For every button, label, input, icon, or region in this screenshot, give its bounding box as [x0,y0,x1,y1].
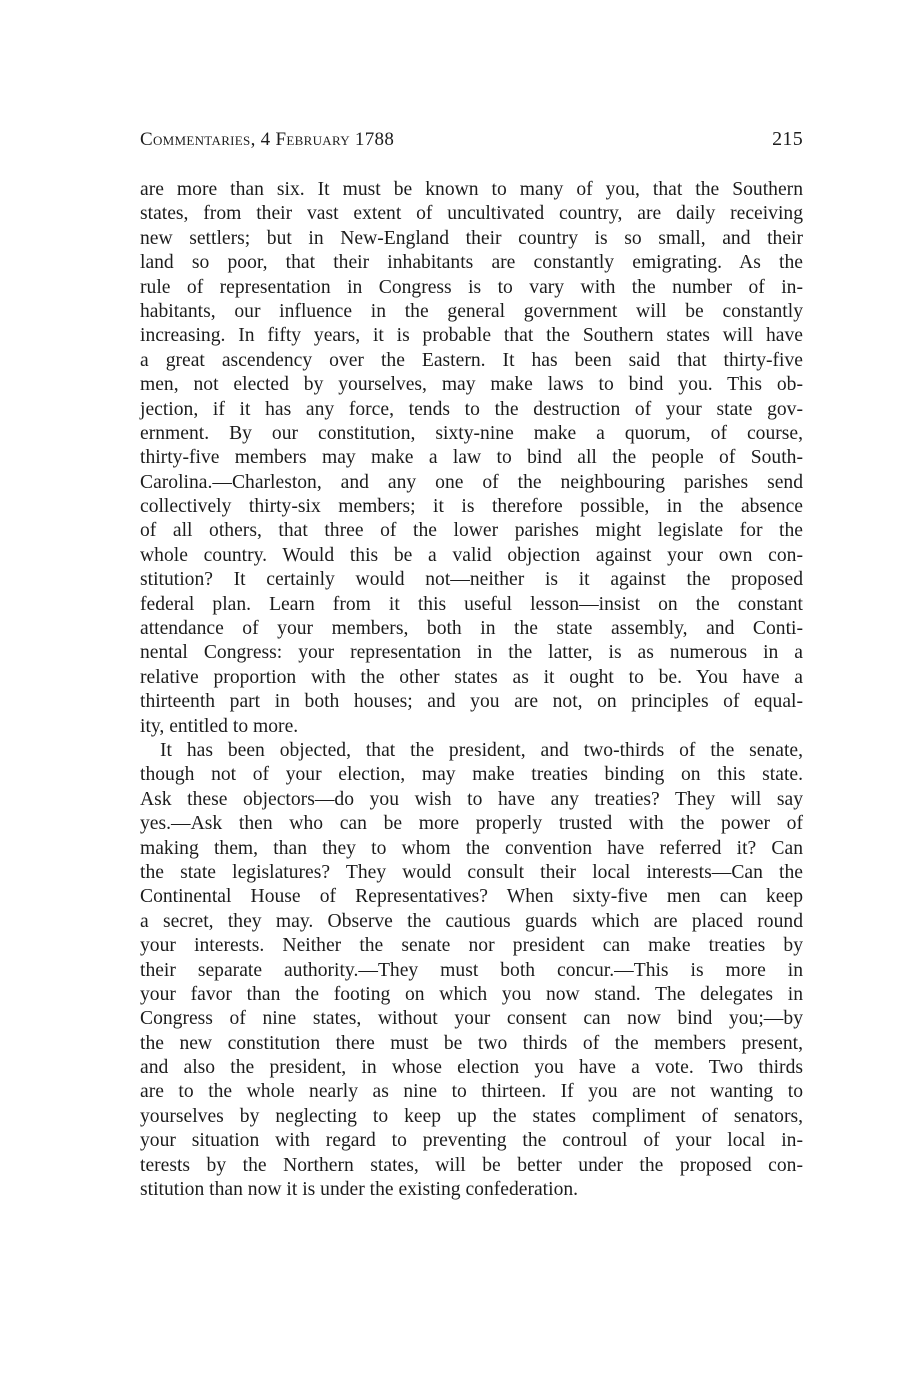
text-line: relative proportion with the other states as it ought to be. You have a [140,666,803,688]
text-line: are to the whole nearly as nine to thirteen. If you are not wanting to [140,1081,803,1103]
text-line: Congress of nine states, without your consent can now bind you;—by [140,1008,803,1030]
text-line: It has been objected, that the president, and two-thirds of the senate, [160,739,803,761]
text-line: the new constitution there must be two thirds of the members present, [140,1032,803,1054]
text-line: thirteenth part in both houses; and you are not, on principles of equal- [140,691,803,713]
text-line: land so poor, that their inhabitants are constantly emigrating. As the [140,252,803,274]
text-line: are more than six. It must be known to many of you, that the Southern [140,179,803,200]
text-line: thirty-five members may make a law to bind all the people of South- [140,447,803,469]
text-line: federal plan. Learn from it this useful lesson—insist on the constant [140,593,803,615]
text-line: ernment. By our constitution, sixty-nine make a quorum, of course, [140,422,803,444]
text-line: stitution than now it is under the existing confederation. [140,1179,579,1201]
text-line: your favor than the footing on which you now stand. The delegates in [140,983,803,1005]
text-line: and also the president, in whose election you have a vote. Two thirds [140,1057,803,1079]
text-line: terests by the Northern states, will be better under the proposed con- [140,1154,803,1176]
text-line: of all others, that three of the lower parishes might legislate for the [140,520,803,542]
text-line: Continental House of Representatives? When sixty-five men can keep [140,886,803,908]
text-line: yourselves by neglecting to keep up the states compliment of senators, [140,1105,803,1127]
body-text [140,178,803,1202]
text-line: collectively thirty-six members; it is therefore possible, in the absence [140,496,803,518]
running-head-title: Commentaries, 4 February 1788 [140,129,395,150]
text-line: the state legislatures? They would consult their local interests—Can the [140,861,803,883]
page-number: 215 [772,128,803,150]
text-line: a secret, they may. Observe the cautious guards which are placed round [140,910,803,932]
text-line: your interests. Neither the senate nor president can make treaties by [140,935,803,957]
text-line: men, not elected by yourselves, may make laws to bind you. This ob- [140,374,803,396]
running-head [140,128,803,158]
book-page [140,128,803,1202]
text-line: nental Congress: your representation in the latter, is as numerous in a [140,642,803,664]
text-line: yes.—Ask then who can be more properly trusted with the power of [140,813,803,835]
text-line: stitution? It certainly would not—neither is it against the proposed [140,569,803,591]
text-line: a great ascendency over the Eastern. It has been said that thirty-five [140,349,803,371]
text-line: making them, than they to whom the convention have referred it? Can [140,837,803,859]
text-line: ity, entitled to more. [140,715,299,737]
text-line: habitants, our influence in the general government will be constantly [140,300,803,322]
text-line: new settlers; but in New-England their country is so small, and their [140,227,803,249]
text-line: increasing. In fifty years, it is probable that the Southern states will have [140,325,803,347]
text-line: though not of your election, may make treaties binding on this state. [140,764,803,786]
text-line: jection, if it has any force, tends to the destruction of your state gov- [140,398,803,420]
text-line: states, from their vast extent of uncultivated country, are daily receiving [140,203,803,225]
text-line: Ask these objectors—do you wish to have any treaties? They will say [140,788,803,810]
text-line: their separate authority.—They must both concur.—This is more in [140,959,803,981]
text-line: rule of representation in Congress is to vary with the number of in- [140,276,803,298]
text-line: whole country. Would this be a valid objection against your own con- [140,544,803,566]
text-line: your situation with regard to preventing the controul of your local in- [140,1130,803,1152]
text-line: attendance of your members, both in the state assembly, and Conti- [140,618,803,640]
text-line: Carolina.—Charleston, and any one of the neighbouring parishes send [140,471,803,493]
